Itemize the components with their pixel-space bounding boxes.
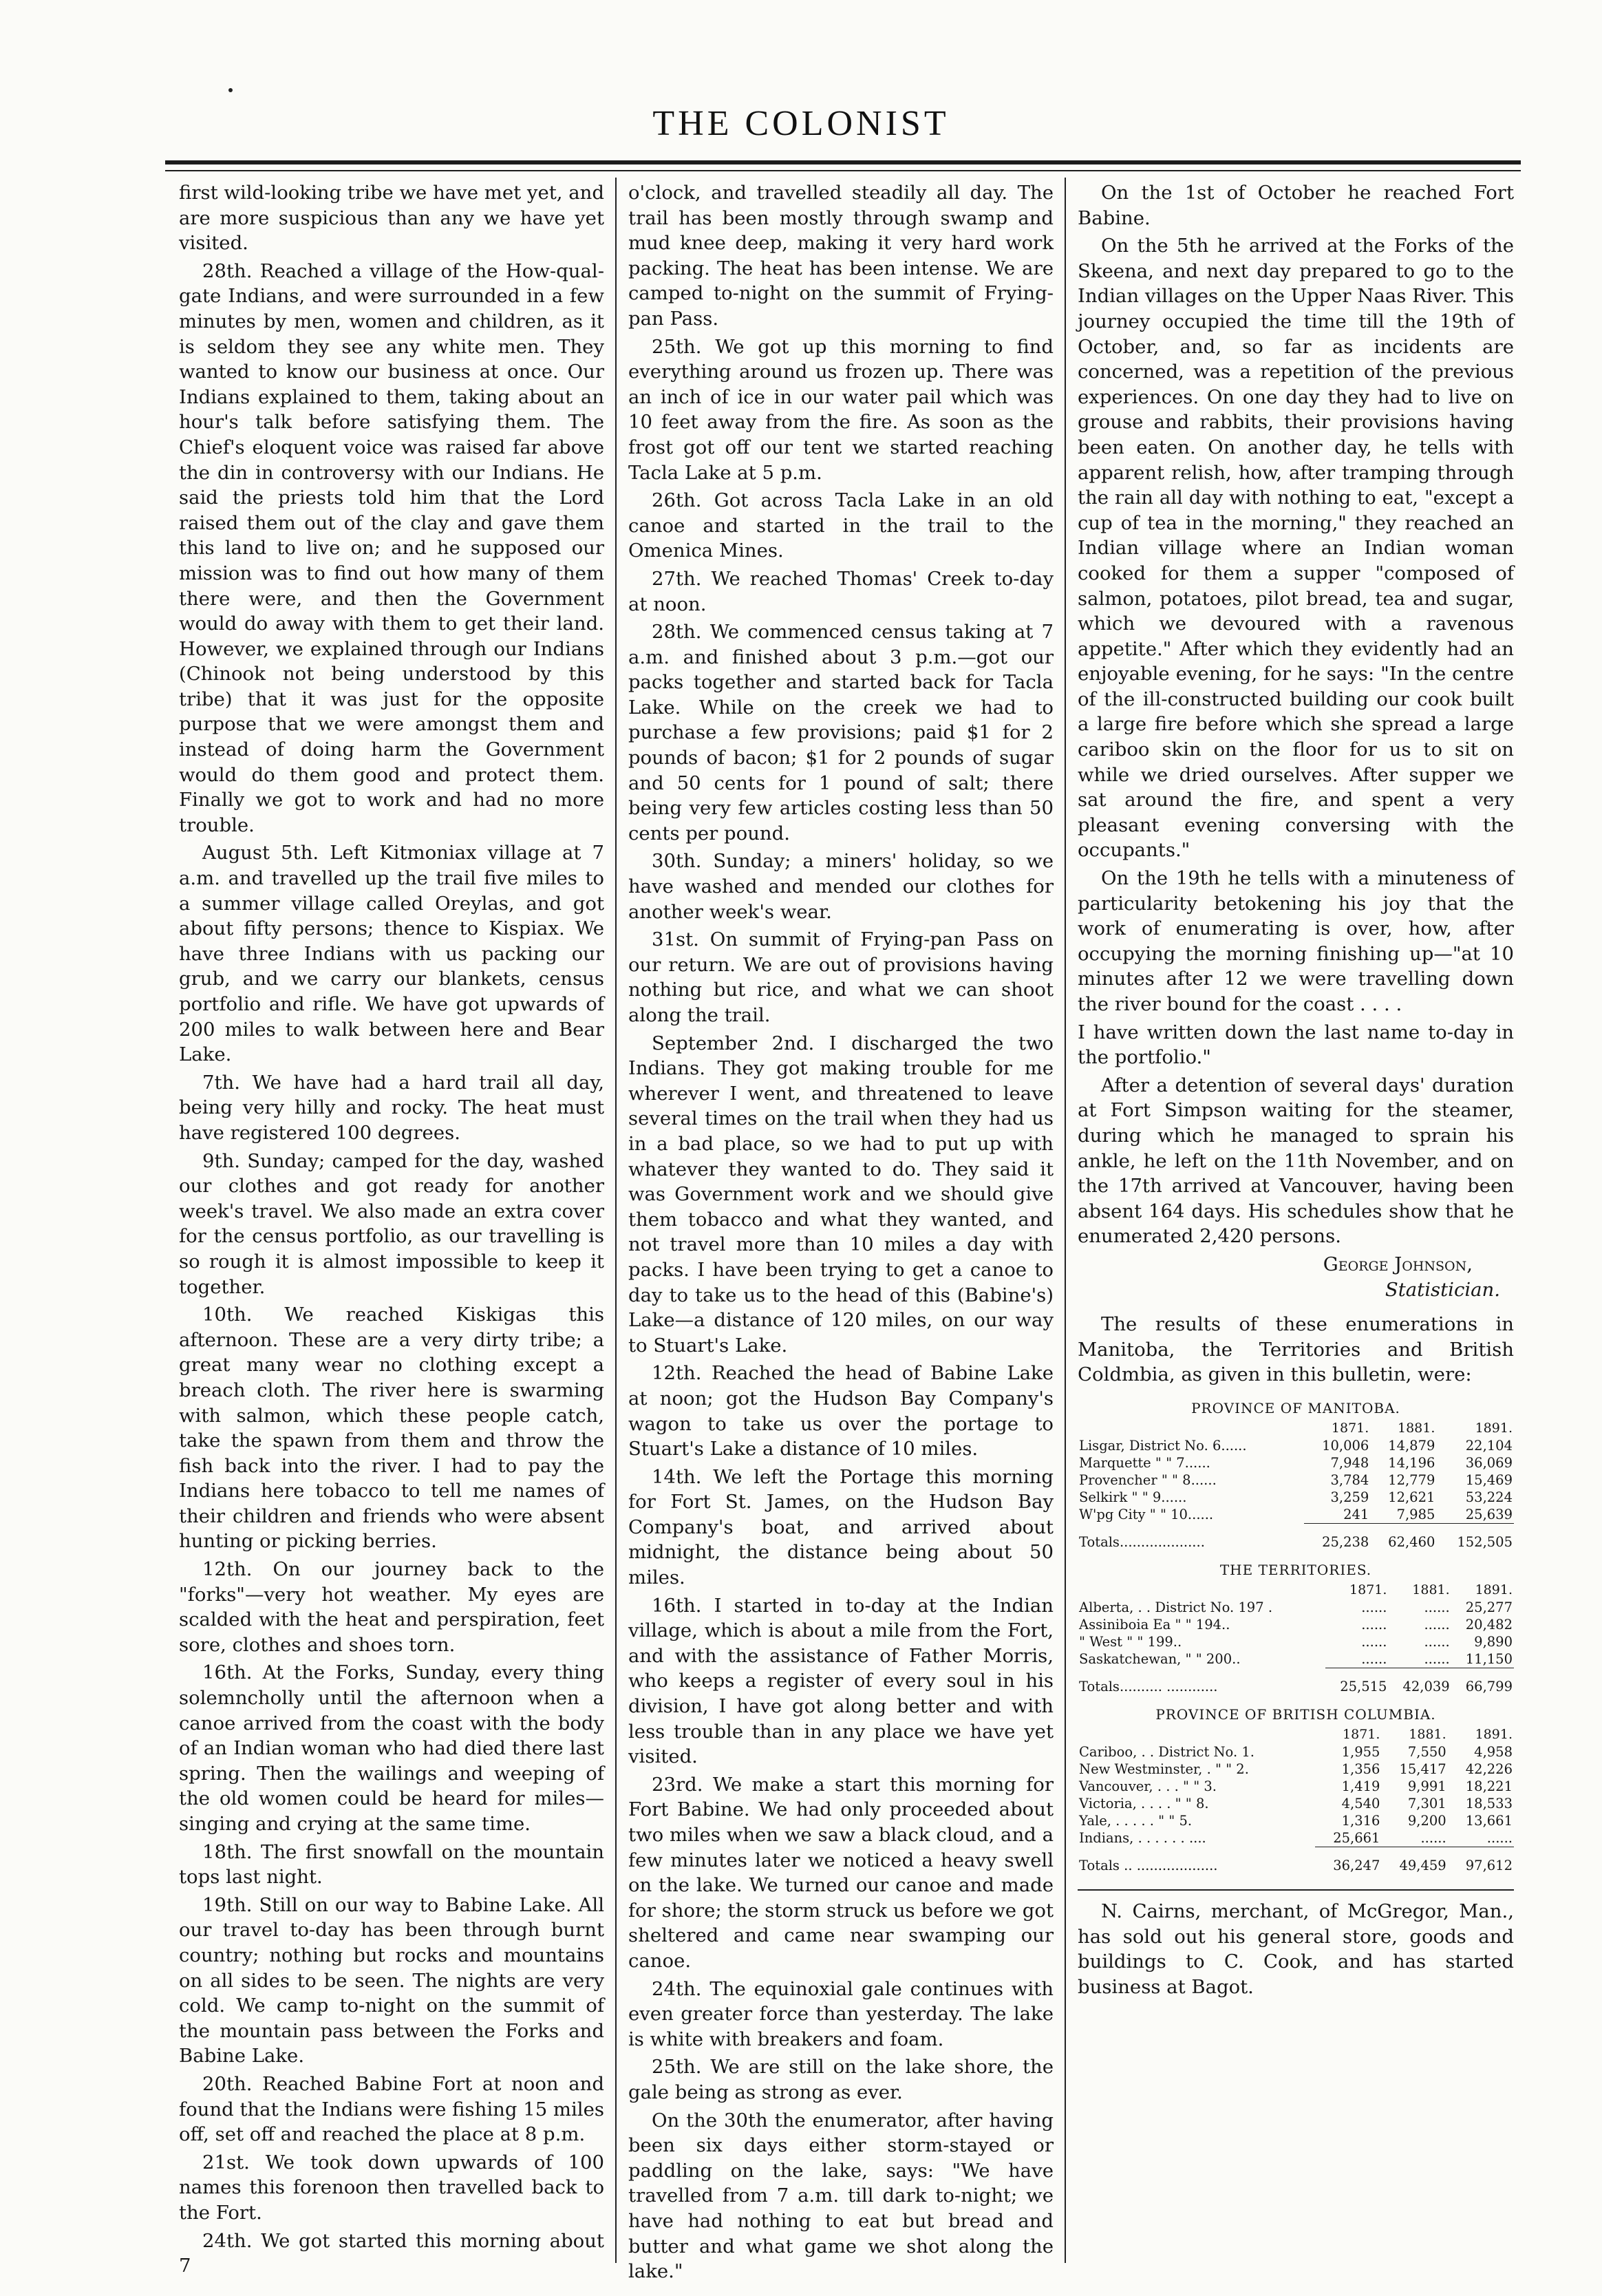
year-header: 1871. (1331, 1420, 1369, 1436)
total-row (1078, 1847, 1514, 1880)
district-label: Victoria, . . . . " " 8. (1079, 1795, 1209, 1811)
paragraph: 18th. The first snowfall on the mountain tops last night. (179, 1840, 604, 1889)
total-cell: 62,460 (1388, 1533, 1435, 1550)
population-cell: ...... (1424, 1599, 1450, 1615)
population-cell: 42,226 (1465, 1761, 1513, 1777)
population-cell: 1,955 (1341, 1743, 1380, 1760)
year-header-row (1078, 1726, 1514, 1743)
population-cell: 14,879 (1388, 1437, 1435, 1454)
table-row (1078, 1437, 1514, 1454)
paragraph: 23rd. We make a start this morning for Fort Babine. We had only proceeded about two miles when we saw a black cloud, and a few minutes later we noticed a heavy swell on the lake. We turned our canoe and made for shore; the storm struck us before we got sheltered and came near swamping our canoe. (628, 1773, 1054, 1972)
district-label: Provencher " " 8...... (1079, 1471, 1217, 1488)
district-label: Marquette " " 7...... (1079, 1454, 1210, 1471)
district-label: Alberta, . . District No. 197 . (1079, 1599, 1273, 1615)
population-cell: ...... (1420, 1829, 1446, 1846)
column-2 (628, 180, 1054, 2283)
signature-name: George Johnson, (1323, 1253, 1473, 1275)
year-header-row (1078, 1582, 1514, 1599)
population-cell: 53,224 (1465, 1489, 1513, 1505)
paragraph: 25th. We got up this morning to find everything around us frozen up. There was an inch of ice in our water pail which was 10 feet away from the fire. As soon as the frost got off our tent we started reaching Tacla Lake at 5 p.m. (628, 335, 1054, 484)
district-label: Selkirk " " 9...... (1079, 1489, 1187, 1505)
total-cell: 25,515 (1340, 1678, 1387, 1694)
population-cell: 22,104 (1465, 1437, 1513, 1454)
population-cell: 10,006 (1322, 1437, 1369, 1454)
census-table (1078, 1394, 1514, 1556)
column-3 (1078, 180, 1514, 2259)
paragraph: 9th. Sunday; camped for the day, washed our clothes and got ready for another week's travel. We also made an extra cover for the census portfolio, as our travelling is so rough it is almost impossible to keep it together. (179, 1149, 604, 1298)
signature-title: Statistician. (1385, 1278, 1500, 1301)
population-cell: 25,661 (1333, 1829, 1380, 1846)
population-cell: 12,621 (1388, 1489, 1435, 1505)
paragraph: After a detention of several days' duration at Fort Simpson waiting for the steamer, during which he managed to sprain his ankle, he left on the 11th November, and on the 17th arrived at Vancouver, having been absent 164 days. His schedules show that he enumerated 2,420 persons. (1078, 1074, 1514, 1248)
column-divider (1065, 178, 1066, 2263)
paragraph: 10th. We reached Kiskigas this afternoon. These are a very dirty tribe; a great many wear no clothing except a breach cloth. The river here is swarming with salmon, which these people catch, take the spawn from them and throw the fish back into the river. I had to pay the Indians here tobacco to tell me names of their children and friends who were absent hunting or picking berries. (179, 1304, 604, 1553)
masthead-rule-thick (165, 160, 1521, 164)
population-cell: ...... (1361, 1633, 1387, 1650)
column-1 (179, 180, 604, 2277)
paragraph: o'clock, and travelled steadily all day. The trail has been mostly through swamp and mud knee deep, making it very hard work packing. The heat has been intense. We are camped to-night on the summit of Frying-pan Pass. (628, 182, 1054, 330)
district-label: Vancouver, . . . " " 3. (1079, 1778, 1217, 1794)
population-cell: ...... (1424, 1616, 1450, 1633)
paragraph: 16th. I started in to-day at the Indian village, which is about a mile from the Fort, and with the assistance of Father Morris, who keeps a register of every soul in his division, I have got along better and with less trouble than in any place we have yet visited. (628, 1594, 1054, 1768)
table-heading: THE TERRITORIES. (1219, 1561, 1372, 1578)
paragraph: On the 1st of October he reached Fort Babine. (1078, 182, 1514, 229)
table-heading-row (1078, 1701, 1514, 1726)
population-cell: 18,221 (1465, 1778, 1513, 1794)
population-cell: 7,948 (1330, 1454, 1369, 1471)
table-heading-row (1078, 1556, 1514, 1582)
census-table (1078, 1701, 1514, 1880)
paragraph: first wild-looking tribe we have met yet, and are more suspicious than any we have yet visited. (179, 182, 604, 255)
district-label: Yale, . . . . . " " 5. (1079, 1812, 1193, 1829)
table-row (1078, 1812, 1514, 1829)
population-cell: 4,540 (1341, 1795, 1380, 1811)
total-cell: 36,247 (1333, 1857, 1380, 1873)
population-cell: 20,482 (1465, 1616, 1513, 1633)
table-row (1078, 1829, 1514, 1847)
masthead-rule-thin (165, 170, 1521, 171)
population-cell: ...... (1361, 1599, 1387, 1615)
district-label: " West " " 199.. (1079, 1633, 1182, 1650)
year-header: 1871. (1349, 1582, 1387, 1597)
signature (1078, 1252, 1514, 1302)
table-row (1078, 1599, 1514, 1616)
paragraph: 20th. Reached Babine Fort at noon and found that the Indians were fishing 15 miles off, set off and reached the place at 8 p.m. (179, 2072, 604, 2146)
population-cell: 9,890 (1474, 1633, 1513, 1650)
population-cell: ...... (1424, 1633, 1450, 1650)
table-row (1078, 1616, 1514, 1633)
results-intro: The results of these enumerations in Manitoba, the Territories and British Coldmbia, as given in this bulletin, were: (1078, 1313, 1514, 1386)
table-row (1078, 1778, 1514, 1795)
total-row (1078, 1524, 1514, 1556)
total-cell: 42,039 (1402, 1678, 1450, 1694)
district-label: W'pg City " " 10...... (1079, 1507, 1214, 1523)
total-row (1078, 1668, 1514, 1701)
population-cell: 15,469 (1465, 1471, 1513, 1488)
population-cell: 12,779 (1388, 1471, 1435, 1488)
paragraph: I have written down the last name to-day in the portfolio." (1078, 1021, 1514, 1069)
paragraph: 25th. We are still on the lake shore, the gale being as strong as ever. (628, 2056, 1054, 2103)
total-cell: 25,238 (1322, 1533, 1369, 1550)
district-label: New Westminster, . " " 2. (1079, 1761, 1249, 1777)
population-cell: 9,991 (1407, 1778, 1446, 1794)
paragraph: 28th. Reached a village of the How-qual-gate Indians, and were surrounded in a few minutes by men, women and children, as it is seldom they see any white men. They wanted to know our business at once. Our Indians explained to them, taking about an hour's talk before satisfying them. The Chief's eloquent voice was raised far above the din in controversy with our Indians. He said the priests told him that the Lord raised them out of the clay and gave them this land to live on; and he supposed our mission was to find out how many of them there were, and then the Government would do away with them to get their land. However, we explained through our Indians (Chinook not being understood by this tribe) that it was just for the opposite purpose that we were amongst them and instead of doing harm the Government would do them good and protect them. Finally we got to work and had no more trouble. (179, 259, 604, 836)
paragraph: August 5th. Left Kitmoniax village at 7 a.m. and travelled up the trail five miles to a summer village called Oreylas, and got about fifty persons; thence to Kispiax. We have three Indians with us packing our grub, and we carry our blankets, census portfolio and rifle. We have got upwards of 200 miles to walk between here and Bear Lake. (179, 842, 604, 1066)
population-cell: ...... (1424, 1650, 1450, 1667)
paragraph: 31st. On summit of Frying-pan Pass on our return. We are out of provisions having nothing but rice, and what we can shoot along the trail. (628, 928, 1054, 1026)
year-header-spacer (1078, 1726, 1315, 1743)
year-header: 1881. (1409, 1726, 1446, 1742)
total-label: Totals.......... ............ (1079, 1678, 1218, 1694)
population-cell: ...... (1361, 1616, 1387, 1633)
paragraph: 12th. On our journey back to the "forks"—very hot weather. My eyes are scalded with the heat and perspiration, feet sore, clothes and shoes torn. (179, 1558, 604, 1656)
district-label: Indians, . . . . . . .... (1079, 1830, 1206, 1847)
population-cell: 1,356 (1341, 1761, 1380, 1777)
table-row (1078, 1743, 1514, 1761)
population-cell: ...... (1486, 1829, 1513, 1846)
census-tables (1078, 1394, 1514, 1880)
paragraph: 30th. Sunday; a miners' holiday, so we have washed and mended our clothes for another week's wear. (628, 850, 1054, 923)
paragraph: On the 19th he tells with a minuteness of particularity betokening his joy that the work of enumerating is over, how, after occupying the morning finishing up—"at 10 minutes after 12 we were travelling down the river bound for the coast . . . . (1078, 867, 1514, 1015)
year-header-row (1078, 1420, 1514, 1437)
population-cell: 3,259 (1330, 1489, 1369, 1505)
paragraph: On the 30th the enumerator, after having been six days either storm-stayed or paddling on the lake, says: "We have travelled from 7 a.m. till dark to-night; we have had nothing to eat but bread and butter and what game we shot along the lake." (628, 2109, 1054, 2283)
paragraph: 14th. We left the Portage this morning for Fort St. James, on the Hudson Bay Company's boat, and arrived about midnight, the distance being about 50 miles. (628, 1465, 1054, 1589)
paragraph: 12th. Reached the head of Babine Lake at noon; got the Hudson Bay Company's wagon to take us over the portage to Stuart's Lake a distance of 10 miles. (628, 1362, 1054, 1460)
column-divider (615, 178, 617, 2263)
year-header: 1871. (1343, 1726, 1380, 1742)
population-cell: 1,419 (1341, 1778, 1380, 1794)
population-cell: 14,196 (1388, 1454, 1435, 1471)
paragraph: 19th. Still on our way to Babine Lake. All our travel to-day has been through burnt country; nothing but rocks and mountains on all sides to be seen. The nights are very cold. We camp to-night on the summit of the mountain pass between the Forks and Babine Lake. (179, 1893, 604, 2068)
paragraph: 27th. We reached Thomas' Creek to-day at noon. (628, 567, 1054, 615)
year-header: 1881. (1397, 1420, 1435, 1436)
population-cell: 11,150 (1465, 1650, 1513, 1667)
paragraph: 24th. We got started this morning about 7 (179, 2229, 604, 2277)
paragraph: 7th. We have had a hard trail all day, being very hilly and rocky. The heat must have registered 100 degrees. (179, 1071, 604, 1144)
total-cell: 97,612 (1465, 1857, 1513, 1873)
year-header: 1881. (1412, 1582, 1450, 1597)
population-cell: 9,200 (1407, 1812, 1446, 1829)
year-header: 1891. (1475, 1726, 1513, 1742)
year-header: 1891. (1475, 1582, 1513, 1597)
ink-speck (228, 88, 233, 92)
population-cell: 7,985 (1396, 1506, 1435, 1522)
total-cell: 152,505 (1457, 1533, 1513, 1550)
masthead: THE COLONIST (652, 104, 950, 143)
population-cell: 36,069 (1465, 1454, 1513, 1471)
table-row (1078, 1795, 1514, 1812)
year-header: 1891. (1475, 1420, 1513, 1436)
population-cell: 3,784 (1330, 1471, 1369, 1488)
table-row (1078, 1761, 1514, 1778)
population-cell: 25,639 (1465, 1506, 1513, 1522)
paragraph: 26th. Got across Tacla Lake in an old canoe and started in the trail to the Omenica Mines. (628, 489, 1054, 562)
population-cell: 15,417 (1399, 1761, 1446, 1777)
table-row (1078, 1650, 1514, 1668)
year-header-spacer (1078, 1582, 1325, 1599)
table-heading: PROVINCE OF MANITOBA. (1191, 1399, 1400, 1416)
paragraph: September 2nd. I discharged the two Indians. They got making trouble for me wherever I went, and threatened to leave several times on the trail when they had us in a bad place, so we had to put up with whatever they wanted to do. They said it was Government work and we should give them tobacco and what they wanted, and not travel more than 10 miles a day with packs. I have been trying to get a canoe to day to take us to the head of this (Babine's) Lake—a distance of 120 miles, on our way to Stuart's Lake. (628, 1032, 1054, 1357)
district-label: Lisgar, District No. 6...... (1079, 1437, 1247, 1454)
table-row (1078, 1454, 1514, 1471)
population-cell: 241 (1343, 1506, 1369, 1522)
total-cell: 49,459 (1399, 1857, 1446, 1873)
paragraph: 16th. At the Forks, Sunday, every thing solemncholly until the afternoon when a canoe arrived from the coast with the body of an Indian woman who had died there last spring. Then the wailings and weeping of the old women could be heard for miles—singing and crying at the same time. (179, 1661, 604, 1835)
population-cell: 18,533 (1465, 1795, 1513, 1811)
table-heading: PROVINCE OF BRITISH COLUMBIA. (1155, 1705, 1436, 1723)
population-cell: 13,661 (1465, 1812, 1513, 1829)
population-cell: ...... (1361, 1650, 1387, 1667)
census-table (1078, 1556, 1514, 1701)
total-label: Totals.................... (1079, 1533, 1205, 1550)
total-cell: 66,799 (1465, 1678, 1513, 1694)
table-row (1078, 1506, 1514, 1524)
population-cell: 25,277 (1465, 1599, 1513, 1615)
table-row (1078, 1471, 1514, 1489)
district-label: Assiniboia Ea " " 194.. (1079, 1616, 1230, 1633)
table-row (1078, 1489, 1514, 1506)
table-heading-row (1078, 1394, 1514, 1420)
population-cell: 4,958 (1474, 1743, 1513, 1760)
paragraph: 24th. The equinoxial gale continues with even greater force than yesterday. The lake is white with breakers and foam. (628, 1977, 1054, 2050)
population-cell: 7,550 (1407, 1743, 1446, 1760)
paragraph: 21st. We took down upwards of 100 names this forenoon then travelled back to the Fort. (179, 2151, 604, 2224)
paragraph: On the 5th he arrived at the Forks of the Skeena, and next day prepared to go to the Indian villages on the Upper Naas River. This journey occupied the time till the 19th of October, and, so far as incidents are concerned, was a repetition of the previous experiences. On one day they had to live on grouse and rabbits, their provisions having been eaten. On another day, he tells with apparent relish, how, after tramping through the rain all day with nothing to eat, "except a cup of tea in the morning," they reached an Indian village where an Indian woman cooked for them a supper "composed of salmon, potatoes, pilot bread, tea and sugar, which we devoured with a ravenous appetite." After which they evidently had an enjoyable evening, for he says: "In the centre of the ill-constructed building our cook built a large fire before which she spread a large cariboo skin on the floor for us to sit on while we dried ourselves. After supper we sat around the fire, and spent a very pleasant evening conversing with the occupants." (1078, 235, 1514, 862)
total-label: Totals .. ................... (1079, 1857, 1218, 1873)
district-label: Saskatchewan, " " 200.. (1079, 1651, 1241, 1668)
district-label: Cariboo, . . District No. 1. (1079, 1743, 1254, 1760)
closing-notice: N. Cairns, merchant, of McGregor, Man., has sold out his general store, goods and buildings to C. Cook, and has started business at Bagot. (1078, 1889, 1514, 1999)
population-cell: 1,316 (1341, 1812, 1380, 1829)
table-row (1078, 1633, 1514, 1650)
population-cell: 7,301 (1407, 1795, 1446, 1811)
year-header-spacer (1078, 1420, 1304, 1437)
paragraph: 28th. We commenced census taking at 7 a.m. and finished about 3 p.m.—got our packs together and started back for Tacla Lake. While on the creek we had to purchase a few provisions; paid $1 for 2 pounds of bacon; $1 for 2 pounds of sugar and 50 cents for 1 pound of salt; there being very few articles costing less than 50 cents per pound. (628, 621, 1054, 844)
